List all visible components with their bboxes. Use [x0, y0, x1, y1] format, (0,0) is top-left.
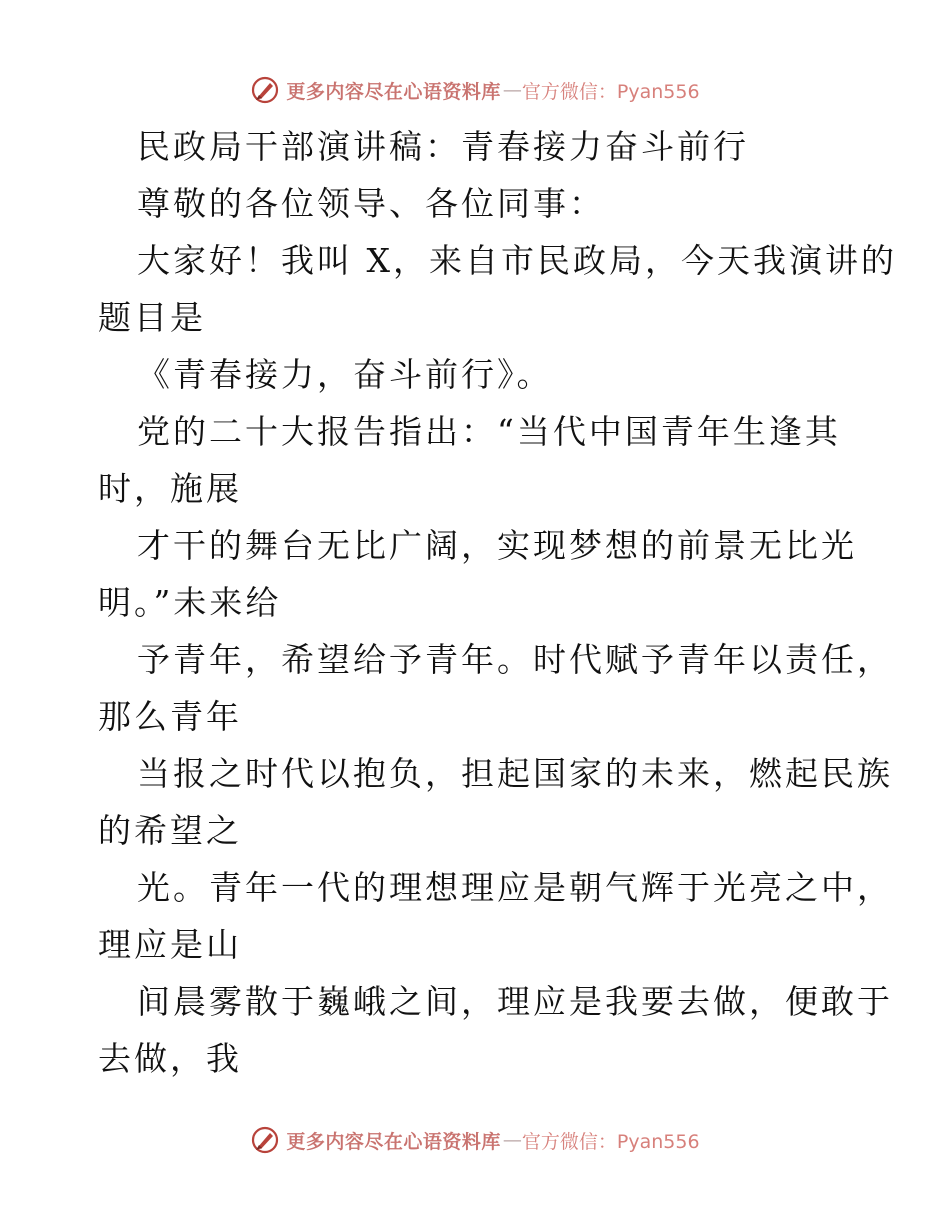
- text-line: 时，施展: [98, 469, 242, 508]
- text-line: 间晨雾散于巍峨之间，理应是我要去做，便敢于: [137, 982, 893, 1021]
- banner-wechat-id: 官方微信：Pyan556: [521, 1130, 700, 1153]
- text-line: 的希望之: [98, 811, 242, 850]
- text-line: 予青年，希望给予青年。时代赋予青年以责任，: [137, 640, 893, 679]
- text-line: 那么青年: [98, 697, 242, 736]
- quill-pen-icon: [250, 75, 280, 105]
- banner-promo-text: 更多内容尽在心语资料库: [286, 1130, 501, 1153]
- text-line: 明。”未来给: [98, 583, 282, 622]
- text-line: 去做，我: [98, 1039, 242, 1078]
- text-line: 大家好！我叫 X，来自市民政局，今天我演讲的: [137, 241, 897, 280]
- document-body: [98, 118, 897, 1087]
- banner-separator: —: [502, 1129, 522, 1151]
- text-line: 《青春接力，奋斗前行》。: [137, 355, 553, 394]
- text-line: 当报之时代以抱负，担起国家的未来，燃起民族: [137, 754, 893, 793]
- text-line: 党的二十大报告指出：“当代中国青年生逢其: [137, 412, 841, 451]
- header-watermark-banner: [0, 70, 950, 110]
- text-line: 才干的舞台无比广阔，实现梦想的前景无比光: [137, 526, 857, 565]
- banner-separator: —: [502, 79, 522, 101]
- salutation: 尊敬的各位领导、各位同事：: [137, 184, 605, 223]
- text-line: 光。青年一代的理想理应是朝气辉于光亮之中，: [137, 868, 893, 907]
- banner-wechat-id: 官方微信：Pyan556: [521, 80, 700, 103]
- text-line: 理应是山: [98, 925, 242, 964]
- footer-watermark-banner: [0, 1120, 950, 1160]
- text-line: 题目是: [98, 298, 206, 337]
- document-title: 民政局干部演讲稿：青春接力奋斗前行: [137, 127, 749, 166]
- quill-pen-icon: [250, 1125, 280, 1155]
- banner-promo-text: 更多内容尽在心语资料库: [286, 80, 501, 103]
